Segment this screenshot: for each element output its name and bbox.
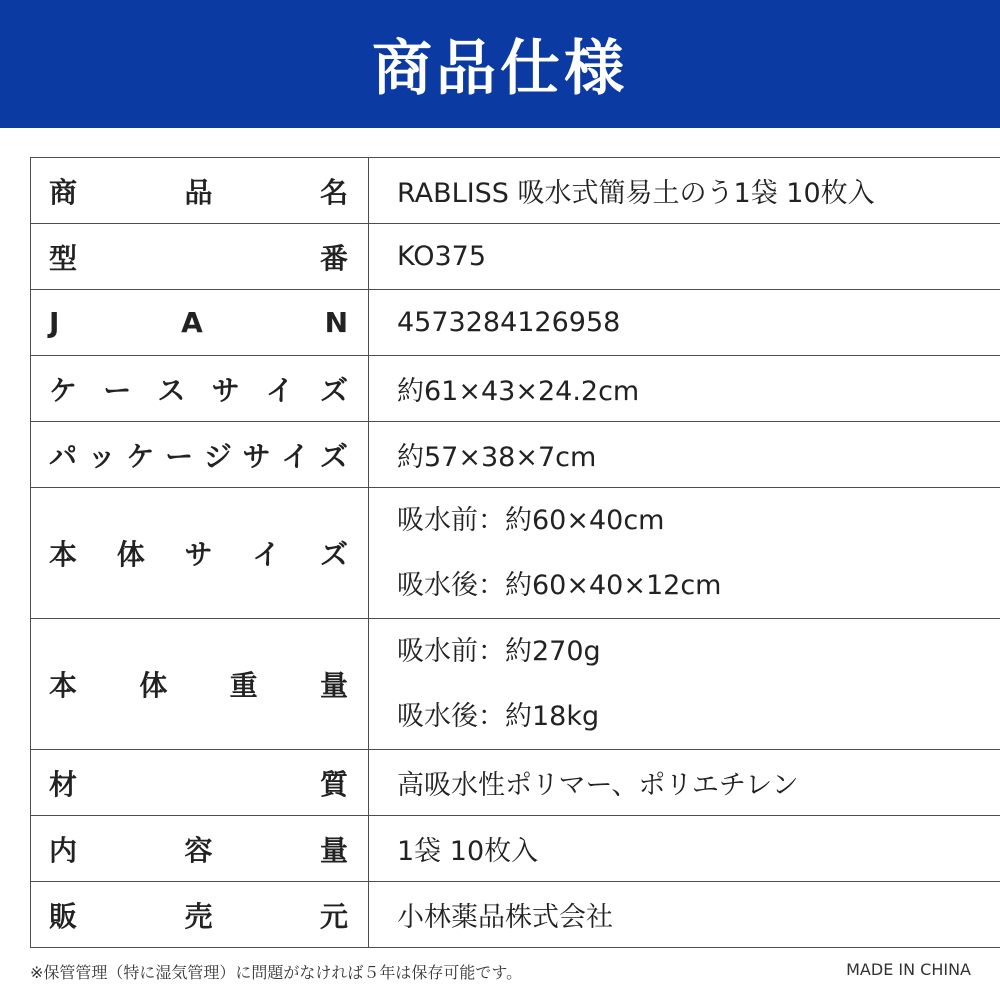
spec-label-char: ズ — [319, 439, 348, 473]
spec-label — [31, 763, 368, 803]
spec-value-cell — [369, 488, 1000, 619]
spec-label — [31, 435, 368, 475]
spec-row — [31, 290, 1000, 356]
spec-value: 4573284126958 — [397, 307, 621, 338]
spec-value-cell — [369, 290, 1000, 356]
spec-value-cell — [369, 816, 1000, 882]
spec-label — [31, 306, 368, 339]
spec-row — [31, 816, 1000, 882]
spec-value: 小林薬品株式会社 — [397, 902, 613, 933]
spec-value: 1袋 10枚入 — [397, 836, 539, 867]
spec-label-char: サ — [184, 538, 213, 571]
spec-label-char: 質 — [319, 767, 348, 801]
spec-label — [31, 533, 368, 573]
spec-label-cell — [31, 422, 369, 488]
spec-label-char: 商 — [49, 175, 78, 209]
spec-label-cell — [31, 488, 369, 619]
spec-label-char: イ — [252, 538, 281, 571]
spec-value: 高吸水性ポリマー、ポリエチレン — [397, 770, 799, 801]
spec-label-char: ッ — [87, 439, 116, 473]
spec-label-char: 材 — [49, 767, 78, 801]
spec-label-cell — [31, 290, 369, 356]
spec-value: 約57×38×7cm — [397, 442, 597, 473]
spec-label-cell — [31, 619, 369, 750]
spec-label-char: 体 — [116, 538, 145, 571]
spec-value: 吸水後：約60×40×12cm — [397, 570, 722, 601]
spec-value-cell — [369, 619, 1000, 750]
spec-label-char: ジ — [203, 439, 232, 473]
spec-label-char: 本 — [49, 669, 78, 702]
spec-label-char: 番 — [319, 241, 348, 275]
spec-label-char: 量 — [319, 669, 348, 702]
spec-label-cell — [31, 356, 369, 422]
spec-value-cell — [369, 882, 1000, 948]
spec-label-char: 元 — [319, 899, 348, 933]
spec-label-char: ズ — [319, 538, 348, 571]
spec-label-char: N — [324, 306, 348, 339]
spec-label-char: 容 — [184, 833, 213, 867]
spec-label-char: ー — [103, 373, 132, 407]
spec-label-char: サ — [211, 373, 240, 407]
spec-label-char: ケ — [49, 373, 78, 407]
spec-label-cell — [31, 882, 369, 948]
spec-row — [31, 422, 1000, 488]
spec-label-char: ス — [157, 373, 186, 407]
spec-label-char: 型 — [49, 241, 78, 275]
spec-value: 吸水後：約18kg — [397, 701, 600, 732]
spec-label — [31, 895, 368, 935]
spec-label-char: J — [49, 306, 60, 339]
spec-label — [31, 829, 368, 869]
spec-label — [31, 237, 368, 277]
spec-label-char: 売 — [184, 899, 213, 933]
spec-label-cell — [31, 816, 369, 882]
spec-value-cell — [369, 422, 1000, 488]
spec-label-char: イ — [281, 439, 310, 473]
spec-label-char: 内 — [49, 833, 78, 867]
spec-label-char: イ — [265, 373, 294, 407]
spec-label-char: 名 — [319, 175, 348, 209]
spec-label — [31, 369, 368, 409]
spec-row — [31, 224, 1000, 290]
spec-label-char: 量 — [319, 833, 348, 867]
spec-label-char: 本 — [49, 538, 78, 571]
spec-value-cell — [369, 224, 1000, 290]
spec-label — [31, 664, 368, 704]
spec-value: RABLISS 吸水式簡易土のう1袋 10枚入 — [397, 178, 875, 209]
spec-label-cell — [31, 750, 369, 816]
spec-label-cell — [31, 158, 369, 224]
spec-label — [31, 171, 368, 211]
spec-label-char: 販 — [49, 899, 78, 933]
spec-row — [31, 750, 1000, 816]
spec-value-cell — [369, 356, 1000, 422]
spec-label-char: ケ — [126, 439, 155, 473]
spec-row — [31, 356, 1000, 422]
spec-row — [31, 158, 1000, 224]
spec-value-cell — [369, 158, 1000, 224]
spec-row — [31, 488, 1000, 619]
spec-value-cell — [369, 750, 1000, 816]
spec-label-char: パ — [49, 439, 78, 473]
spec-value: 吸水前：約270g — [397, 636, 601, 667]
spec-row — [31, 882, 1000, 948]
spec-value: KO375 — [397, 241, 487, 272]
header-banner — [0, 0, 1000, 128]
spec-label-char: ー — [165, 439, 194, 473]
spec-row — [31, 619, 1000, 750]
page-title: 商品仕様 — [372, 34, 628, 104]
spec-label-char: 体 — [139, 669, 168, 702]
spec-label-char: A — [181, 306, 203, 339]
spec-label-char: 重 — [229, 669, 258, 702]
country-of-origin: MADE IN CHINA — [846, 960, 971, 979]
spec-value: 約61×43×24.2cm — [397, 376, 640, 407]
spec-label-char: サ — [242, 439, 271, 473]
spec-label-char: ズ — [319, 373, 348, 407]
spec-value: 吸水前：約60×40cm — [397, 505, 665, 536]
spec-table — [30, 157, 1000, 948]
storage-note: ※保管管理（特に湿気管理）に問題がなければ５年は保存可能です。 — [30, 963, 523, 982]
spec-label-char: 品 — [184, 175, 213, 209]
spec-label-cell — [31, 224, 369, 290]
